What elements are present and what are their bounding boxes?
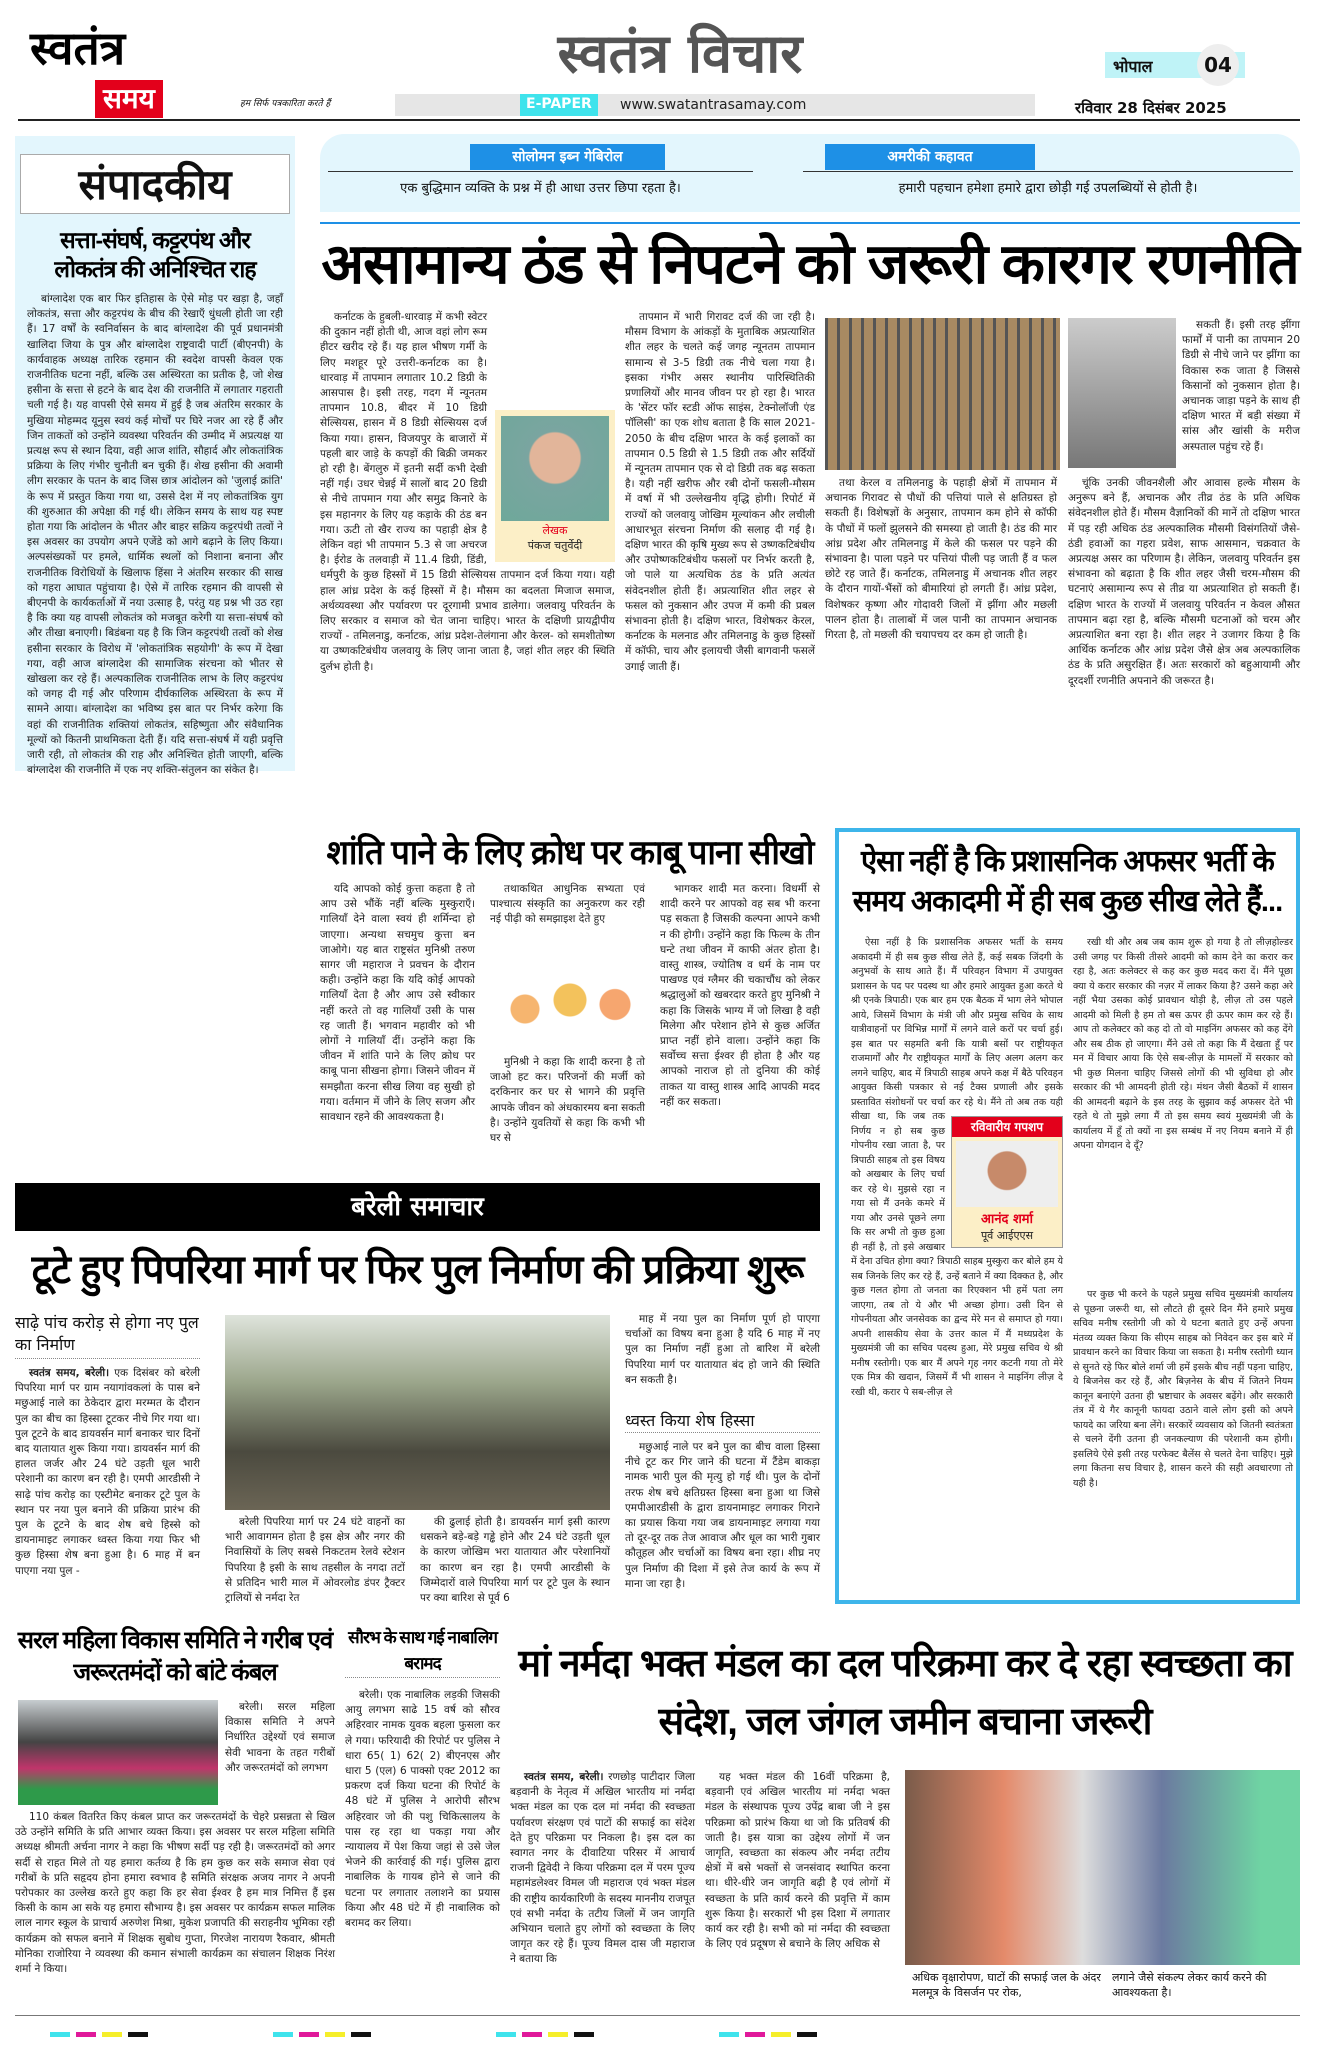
- bridge-col-3-text: की ढुलाई होती है। डायवर्सन मार्ग इसी कारण धसकने बड़े-बड़े गड्ढे होने और 24 घंटे उड़ती धूल के कारण जोखिम भरा यातायात और परेशानियों का कारण बन रहा है। एमपी आरडीसी के जिम्मेदारों वाले पिपरिया मार्ग पर टूटे पुल के स्थान पर क्या बारिश से पूर्व 6: [420, 1516, 610, 1605]
- lead-col-3: [825, 476, 1057, 801]
- quote-rule-2: [803, 171, 1293, 172]
- gapshap-headline: ऐसा नहीं है कि प्रशासनिक अफसर भर्ती के समय अकादमी में ही सब कुछ सीख लेते हैं...: [852, 845, 1283, 918]
- quote-rule-1: [328, 171, 753, 172]
- author-photo: [501, 416, 609, 521]
- editorial: [15, 136, 295, 777]
- city: भोपाल: [1113, 57, 1153, 76]
- gapshap-label: रविवारीय गपशप: [952, 1117, 1062, 1137]
- tiger-photo: [825, 318, 1060, 470]
- logo-bottom: समय: [95, 80, 163, 118]
- lead-headline-rule: [320, 222, 1300, 224]
- narmada-col-1: [510, 1770, 695, 1966]
- bridge-subhead-2: ध्वस्त किया शेष हिस्सा: [625, 1410, 820, 1433]
- page-number: 04: [1197, 44, 1239, 86]
- epaper-bar: [395, 94, 1035, 116]
- gapshap-col-2b-text: पर कुछ भी करने के पहले प्रमुख सचिव मुख्यमंत्री कार्यालय से पूछना जरूरी था, सो लौटते ही दूसरे दिन मैंने हमारे प्रमुख सचिव मनीष रस्तोगी जी को ये घटना बताते हुए उन्हें अपना मंतव्य व्यक्त किया कि सीएम साहब को निवेदन कर इस बारे में प्रावधान करने का विचार किया जा सकता है। मनीष रस्तोगी ध्यान से सुनते रहे फिर बोले शर्मा जी हमें इसके बीच नहीं पड़ना चाहिए, ये बिजनेस कर रहे हैं, और बिज़नेस के बीच में जितने नियम कानून बनाएंगे उतना ही भ्रष्टाचार के अवसर बढ़ेंगे। और सरकारी तंत्र में ये गैर कानूनी फायदा उठाने वाले लोग इसी को अपने फायदे का जरिया बना लेंगे। सरकारें व्यवसाय को जितनी स्वतंत्रता से चलने देंगी उतना ही जनकल्याण की परेशानी कम होगी। इसलिये ऐसे इसी तरह परफेक्ट बैलेंस से चलते देना चाहिए। मुझे लगा कितना सच विचार है, शासन करने की सही अवधारणा तो यही है।: [1073, 1289, 1293, 1489]
- gapshap-author-name: आनंद शर्मा: [981, 1212, 1033, 1227]
- editorial-headline: सत्ता-संघर्ष, कट्टरपंथ और लोकतंत्र की अनिश्चित राह: [54, 227, 256, 282]
- bridge-col-2-text: बरेली पिपरिया मार्ग पर 24 घंटे वाहनों का भारी आवागमन होता है इस क्षेत्र और नगर की निवासियों के लिए सबसे निकटतम रेलवे स्टेशन पिपरिया है इसी के साथ तहसील के नगदा तटों से प्रतिदिन भारी माल में ओवरलोड डंपर ट्रैक्टर ट्रालियों से नर्मदा रेत: [225, 1516, 405, 1605]
- bridge-col-1-text: एक दिसंबर को बरेली पिपरिया मार्ग पर ग्राम नयागांवकलां के पास बने मछुआई नाले का ठेकेदार द्वारा मरम्मत के दौरान पुल का बीच का हिस्सा टूटकर नीचे गिर गया था। पुल टूटने के बाद डायवर्सन मार्ग बनाकर चार दिनों बाद यातायात शुरू किया गया। डायवर्सन मार्ग की हालत जर्जर और 24 घंटे उड़ती धूल भारी परेशानी का कारण बन रही है। एमपी आरडीसी ने साढ़े पांच करोड़ का एस्टीमेट बनाकर टूटे पुल के स्थान पर नया पुल बनाने की प्रक्रिया प्रारंभ की पुल के टूटने के बाद शेष बचे हिस्से को डायनामाइट लगाकर ध्वस्त किया गया फिर भी कुछ हिस्सा शेष बना हुआ है। 6 माह में बन पाएगा नया पुल -: [15, 1367, 200, 1577]
- editorial-label: संपादकीय: [20, 154, 290, 214]
- shanti-col-3: [660, 882, 820, 1167]
- quote-author-1: सोलोमन इब्न गेबिरोल: [470, 144, 665, 170]
- editorial-text: बांग्लादेश एक बार फिर इतिहास के ऐसे मोड़ पर खड़ा है, जहाँ लोकतंत्र, सत्ता और कट्टरपंथ के बीच की रेखाएँ धुंधली होती जा रही हैं। 17 वर्षों के स्वनिर्वासन के बाद बांग्लादेश की पूर्व प्रधानमंत्री खालिदा जिया के पुत्र और बांग्लादेश राष्ट्रवादी पार्टी (बीएनपी) के कार्यवाहक अध्यक्ष तारिक रहमान की स्वदेश वापसी केवल एक राजनीतिक घटना नहीं, बल्कि उस अस्थिरता का प्रतीक है, जो शेख हसीना के सत्ता से हटने के बाद देश की राजनीति में लगातार गहराती चली गई है। यह वापसी ऐसे समय में हुई है जब अंतरिम सरकार के मुखिया मोहम्मद यूनुस स्वयं कई मोर्चों पर घिरे नजर आ रहे हैं और जिन ताकतों को उन्होंने व्यवस्था परिवर्तन की उम्मीद में अप्रत्यक्ष या प्रत्यक्ष रूप से स्थान दिया, वही आज शांति, सौहार्द और लोकतांत्रिक प्रक्रिया के लिए गंभीर चुनौती बन चुकी हैं। शेख हसीना की अवामी लीग सरकार के पतन के बाद जिस छात्र आंदोलन को 'जुलाई क्रांति' के रूप में प्रस्तुत किया गया था, उससे देश में नए लोकतांत्रिक युग की शुरुआत की अपेक्षा की गई थी। लेकिन समय के साथ यह स्पष्ट होता गया कि आंदोलन के भीतर और बाहर सक्रिय कट्टरपंथी तत्वों ने इस अवसर का उपयोग अपने एजेंडे को आगे बढ़ाने के लिए किया। अल्पसंख्यकों पर हमले, धार्मिक स्थलों को निशाना बनाना और राजनीतिक विरोधियों के खिलाफ हिंसा ने अंतरिम सरकार की साख को गहरा आघात पहुंचाया है। ऐसे में तारिक रहमान की वापसी से बीएनपी के कार्यकर्ताओं में नया उत्साह है, परंतु यह प्रश्न भी उठ रहा है कि क्या यह वापसी लोकतंत्र को मजबूत करेगी या सत्ता-संघर्ष को और तीखा बनाएगी। बिडंबना यह है कि जिन कट्टरपंथी तत्वों को शेख हसीना सरकार के विरोध में 'लोकतांत्रिक सहयोगी' के रूप में देखा गया, वही आज बांग्लादेश की सामाजिक संरचना को भीतर से खोखला कर रहे हैं। अल्पकालिक राजनीतिक लाभ के लिए कट्टरपंथ को जगह दी गई और परिणाम दीर्घकालिक अस्थिरता के रूप में सामने आया। बांग्लादेश का भविष्य इस बात पर निर्भर करेगा कि वहां की राजनीतिक शक्तियां लोकतंत्र, सहिष्णुता और संवैधानिक मूल्यों को कितनी प्राथमिकता देती हैं। यदि सत्ता-संघर्ष में यही प्रवृत्ति जारी रही, तो लोकतंत्र की राह और अनिश्चित होती जाएगी, बल्कि बांग्लादेश की राजनीति में एक नए शक्ति-संतुलन का संकेत है।: [27, 293, 283, 777]
- logo: [30, 22, 210, 122]
- heater-photo: [1068, 318, 1176, 468]
- bridge-col-4b: [625, 1440, 820, 1610]
- color-registration-marks: [50, 2022, 1310, 2041]
- gapshap-author-role: पूर्व आईएएस: [980, 1229, 1034, 1242]
- logo-top: स्वतंत्र: [30, 22, 126, 74]
- section-title: स्वतंत्र विचार: [557, 22, 803, 85]
- quote-text-2: हमारी पहचान हमेशा हमारे द्वारा छोड़ी गई उपलब्धियों से होती है।: [898, 181, 1198, 196]
- saurabh-body: [345, 1688, 500, 1950]
- meditation-illustration: [495, 955, 645, 1045]
- lead-col-3-text: तथा केरल व तमिलनाडु के पहाड़ी क्षेत्रों में तापमान में अचानक गिरावट से पौधों की पत्तियां पाले से क्षतिग्रस्त हो सकती हैं। विशेषज्ञों के अनुसार, तापमान कम होने से कॉफी के पौधों में फलों झुलसने की समस्या हो जाती है। ठंड की मार आंध्र प्रदेश और तमिलनाडु में केले की फसल पर पड़ने की संभावना है। पाला पड़ने पर पत्तियां पीली पड़ जाती हैं व फल छोटे रह जाते हैं। कर्नाटक, तमिलनाडु में अचानक शीत लहर के दौरान गायों-भैंसों को बीमारियां हो लगती हैं। आंध्र प्रदेश, विशेषकर कृष्णा और गोदावरी जिलों में झींगा और मछली पालन होता है। तालाबों में जल पानी का तापमान अचानक गिरता है, तो मछली की चयापचय दर कम हो जाती है।: [825, 477, 1057, 642]
- gapshap-col-2: [1073, 936, 1293, 1284]
- saral-col-bottom: [15, 1810, 335, 1976]
- shanti-col-2b: [490, 1055, 645, 1167]
- shanti-col-2: [490, 882, 645, 944]
- bridge-headline: टूटे हुए पिपरिया मार्ग पर फिर पुल निर्माण की प्रक्रिया शुरू: [31, 1248, 804, 1292]
- gapshap-author-box: [951, 1116, 1063, 1248]
- saral-col-side: [225, 1700, 335, 1808]
- bridge-photo: [225, 1315, 610, 1510]
- gapshap-col-1: [851, 936, 1063, 1598]
- saral-headline: सरल महिला विकास समिति ने गरीब एवं जरूरतमंदों को बांटे कंबल: [17, 1627, 333, 1686]
- bareilly-section-bar: [15, 1183, 820, 1231]
- saurabh-headline: सौरभ के साथ गई नाबालिग बरामद: [345, 1625, 500, 1678]
- lead-col-2-text: तापमान में भारी गिरावट दर्ज की जा रही है। मौसम विभाग के आंकड़ों के मुताबिक अप्रत्याशित शीत लहर के चलते कई जगह न्यूनतम तापमान सामान्य से 3-5 डिग्री तक नीचे चला गया है। इसका गंभीर असर स्थानीय पारिस्थितिकी प्रणालियों और मानव जीवन पर हो रहा है। भारत के 'सेंटर फॉर स्टडी ऑफ साइंस, टेक्नोलॉजी एंड पॉलिसी' का एक शोध बताता है कि साल 2021-2050 के बीच दक्षिण भारत के कई इलाकों का तापमान 0.5 डिग्री से 1.5 डिग्री तक और सर्दियों में न्यूनतम तापमान एक से दो डिग्री तक बढ़ सकता है। यही नहीं खरीफ और रबी दोनों फसली-मौसम में वर्षा में भी उल्लेखनीय वृद्धि होगी। रिपोर्ट में राज्यों को जलवायु जोखिम मूल्यांकन और लचीली आधारभूत संरचना निर्माण की सलाह दी गई है। दक्षिण भारत की कृषि मुख्य रूप से उष्णकटिबंधीय और उपोष्णकटिबंधीय फसलों पर निर्भर करती है, जो पाले या अत्यधिक ठंड के प्रति अत्यंत संवेदनशील होती हैं। अप्रत्याशित शीत लहर से फसल को नुकसान और उपज में कमी की प्रबल संभावना होती है। दक्षिण भारत, विशेषकर केरल, कर्नाटक के मलनाड और तमिलनाडु के कुछ हिस्सों में कॉफी, चाय और इलायची जैसी बागवानी फसलें उगाई जाती हैं।: [625, 311, 815, 673]
- masthead-rule: [18, 119, 1300, 121]
- bareilly-section-title: बरेली समाचार: [351, 1192, 484, 1222]
- bridge-col-3: [420, 1515, 610, 1610]
- lead-col-2: [625, 310, 815, 800]
- bridge-subhead: साढ़े पांच करोड़ से होगा नए पुल का निर्माण: [15, 1312, 200, 1359]
- bridge-col-4b-text: मछुआई नाले पर बने पुल का बीच वाला हिस्सा नीचे टूट कर गिर जाने की घटना में टैंडेम बाकड़ा नामक भारी पुल की मृत्यु हो गई थी। पुल के दोनों तरफ शेष बचे क्षतिग्रस्त हिस्सा बना हुआ था जिसे एमपीआरडीसी के द्वारा डायनामाइट लगाकर गिराने का प्रयास किया गया जब डायनामाइट लगाया गया तो दूर-दूर तक तेज आवाज और धूल का भारी गुबार कौतूहल और चर्चाओं का विषय बना रहा। शीघ्र नए पुल निर्माण की दिशा में इसे तेज कार्य के रूप में माना जा रहा है।: [625, 1441, 820, 1590]
- gapshap-col-2-text: रखी थी और अब जब काम शुरू हो गया है तो लीज़होल्डर उसी जगह पर किसी तीसरे आदमी को काम देने का करार कर रहा है, अतः कलेक्टर से कह कर कुछ मदद करा दें। मैंने पूछा क्या ये करार सरकार की नज़र में लाकर किया है? उसने कहा अरे नहीं भैया उसका कोई प्रावधान थोड़ी है, लीज़ तो उस पहले आदमी को मिली है हम तो बस ऊपर ही ऊपर काम कर रहे हैं। आप तो कलेक्टर को कह दो तो वो माइनिंग अफसर को कह देंगे और सब ठीक हो जाएगा। मैंने उसे तो कहा कि मैं देखता हूँ पर मन में विचार आया कि ऐसे सब-लीज़ के मामलों में सरकार को भी कुछ मिलना चाहिए जिससे लोगों की भी सुविधा हो और सरकार की भी आमदनी होती रहे। मंथन जैसी बैठकों में शासन की आमदनी बढ़ाने के इस तरह के सुझाव कई अफसर देते भी रहते थे तो मुझे लगा मैं तो इस समय स्वयं मुख्यमंत्री जी के कार्यालय में हूँ तो क्यों ना इस सम्बंध में नए नियम बनाने में ही अपना योगदान दे दूँ?: [1073, 937, 1293, 1151]
- narmada-col-2: [705, 1770, 890, 1950]
- saral-side-text: बरेली। सरल महिला विकास समिति ने अपने निर्धारित उद्देश्यों एवं समाज सेवी भावना के तहत गरीबों और जरूरतमंदों को लगभग: [225, 1701, 335, 1774]
- lead-col-1: [320, 310, 615, 800]
- narmada-col-2-text: यह भक्त मंडल की 16वीं परिक्रमा है, बड़वानी एवं अखिल भारतीय मां नर्मदा भक्त मंडल के संस्थापक पूज्य उपेंद्र बाबा जी ने इस परिक्रमा को प्रारंभ किया था जो कि प्रतिवर्ष की जाती है। इस यात्रा का उद्देश्य लोगों में जन जागृति, स्वच्छता का संकल्प और नर्मदा तटीय क्षेत्रों में बसे भक्तों से जनसंवाद स्थापित करना था। धीरे-धीरे जन जागृति बढ़ी है एवं लोगों में स्वच्छता के प्रति कार्य करने की प्रवृत्ति में काम शुरू किया है। सरकारों भी इस दिशा में लगातार कार्य कर रही है। सभी को मां नर्मदा की स्वच्छता के लिए एवं प्रदूषण से बचाने के लिए अधिक से: [705, 1771, 890, 1951]
- narmada-caption-2: लगाने जैसे संकल्प लेकर कार्य करने की आवश्यकता है।: [1112, 1971, 1267, 1999]
- author-photo-box: [495, 410, 615, 562]
- saral-bottom-text: 110 कंबल वितरित किए कंबल प्राप्त कर जरूरतमंदों के चेहरे प्रसन्नता से खिल उठे उन्होंने समिति के प्रति आभार व्यक्त किया। इस अवसर पर सरल महिला समिति अध्यक्ष श्रीमती अर्चना नागर ने कहा कि भीषण सर्दी पड़ रही है। जरूरतमंदों को अगर सर्दी से राहत मिले तो यह हमारा कर्तव्य है कि हम कुछ कर सके समाज सेवा एवं गरीबों के प्रति सहृदय होना हमारा स्वभाव है समिति संरक्षक अजय नागर ने अपनी परोपकार का उल्लेख करते हुए कहा कि हर सेवा ईश्वर है हम मात्र निमित्त हैं इस किसी के काम आ सके यह हमारा सौभाग्य है। इस अवसर पर कार्यक्रम सफल मालिक लाल नागर स्कूल के प्राचार्य अरुणेश मिश्रा, मुकेश प्रजापति की सराहनीय भूमिका रही कार्यक्रम को सफल बनाने में शिक्षक सुबोध गुप्ता, गिरजेश नारायण रैकवार, श्रीमती मोनिका राजोरिया ने व्यवस्था की कमान संभाली कार्यक्रम का संचालन शिक्षक निरंश शर्मा ने किया।: [15, 1811, 335, 1976]
- lead-headline: असामान्य ठंड से निपटने को जरूरी कारगर रणनीति: [321, 232, 1299, 295]
- bridge-col-4: [625, 1312, 820, 1404]
- shanti-col-1-text: यदि आपको कोई कुत्ता कहता है तो आप उसे भौंकें नहीं बल्कि मुस्कुराएँ। गालियाँ देने वाला स्वयं ही शर्मिन्दा हो जाएगा। अन्यथा सचमुच कुत्ता बन जाओगे। यह बात राष्ट्रसंत मुनिश्री तरुण सागर जी महाराज ने प्रवचन के दौरान कही। उन्होंने कहा कि यदि कोई आपको गालियाँ देता है और आप उसे स्वीकार नहीं करते तो वह गालियाँ उसी के पास रह जाती हैं। भगवान महावीर को भी लोगों ने गालियाँ दीं। उन्होंने कहा कि जीवन में शांति पाने के लिए क्रोध पर काबू पाना सीखना होगा। जिसने जीवन में समझौता करना सीख लिया वह सुखी हो गया। वर्तमान में जीने के लिए सजग और सावधान रहने की आवश्यकता है।: [320, 883, 475, 1124]
- narmada-col-1-text: रणछोड़ पाटीदार जिला बड़वानी के नेतृत्व में अखिल भारतीय मां नर्मदा भक्त मंडल का एक दल मां नर्मदा की स्वच्छता पर्यावरण संरक्षण एवं पाटों की सफाई का संदेश देते हुए परिक्रमा पर निकला है। इस दल का स्वागत नगर के दीवाटिया परिसर में आचार्य राजनी द्विवेदी ने किया परिक्रमा दल में परम पूज्य महामंडलेश्वर विमल जी महाराज एवं भक्त मंडल की राष्ट्रीय कार्यकारिणी के सदस्य माननीय राजपूत एवं सभी नर्मदा के तटीय जिलों में जन जागृति अभियान चलाते हुए लोगों को स्वच्छता के लिए जागृत कर रहे हैं। पूज्य विमल दास जी महाराज ने बताया कि: [510, 1771, 695, 1966]
- quote-panel: [320, 134, 1300, 212]
- narmada-photo: [905, 1770, 1300, 1965]
- city-box: [1105, 52, 1245, 78]
- bridge-col-4-text: माह में नया पुल का निर्माण पूर्ण हो पाएगा चर्चाओं का विषय बना हुआ है यदि 6 माह में नए पुल का निर्माण नहीं हुआ तो बारिश में बरेली पिपरिया मार्ग पर यातायात बंद हो जाने की स्थिति बन सकती है।: [625, 1313, 820, 1386]
- saurabh-text: बरेली। एक नाबालिक लड़की जिसकी आयु लगभग साढे 15 वर्ष को सौरव अहिरवार नामक युवक बहला फुसला कर ले गया। फरियादी की रिपोर्ट पर पुलिस ने धारा 65( 1) 62( 2) बीएनएस और धारा 5 (एल) 6 पाक्सो एक्ट 2012 का प्रकरण दर्ज किया घटना की रिपोर्ट के 48 घंटे में पुलिस ने आरोपी सौरभ अहिरवार जो की पशु चिकित्सालय के पास रह रहा था पकड़ा गया और न्यायालय में पेश किया जहां से उसे जेल भेजने की कार्रवाई की गई। पुलिस द्वारा नाबालिक के गायब होने से जाने की घटना पर लगातार तलाशने का प्रयास किया और 48 घंटे में ही नाबालिक को बरामद कर लिया।: [345, 1689, 500, 1930]
- bridge-dateline: स्वतंत्र समय, बरेली।: [29, 1367, 110, 1379]
- tagline: हम सिर्फ पत्रकारिता करते हैं: [240, 99, 331, 109]
- bridge-col-2: [225, 1515, 405, 1610]
- shanti-headline: शांति पाने के लिए क्रोध पर काबू पाना सीखो: [326, 834, 814, 872]
- quote-text-1: एक बुद्धिमान व्यक्ति के प्रश्न में ही आधा उत्तर छिपा रहता है।: [400, 181, 681, 196]
- quote-author-2: अमरीकी कहावत: [825, 144, 1035, 170]
- shanti-col-1: [320, 882, 475, 1167]
- lead-col-1-text: कर्नाटक के हुबली-धारवाड़ में कभी स्वेटर की दुकान नहीं होती थी, आज वहां लोग रूम हीटर खरीद रहे हैं। यह हाल भीषण गर्मी के लिए मशहूर पूरे उत्तरी-कर्नाटक का है। धारवाड़ में तापमान लगातार 10.2 डिग्री के आसपास है। इसी तरह, गदग में न्यूनतम तापमान 10.8, बीदर में 10 डिग्री सेल्सियस, हासन में 8 डिग्री सेल्सियस दर्ज किया गया। हासन, विजयपुर के बाजारों में पहली बार जाड़े के कपड़ों की बिक्री जमकर हो रही है। बेंगलुरु में इतनी सर्दी कभी देखी नहीं गई। उधर चेन्नई में सालों बाद 20 डिग्री से नीचे तापमान गया और समुद्र किनारे के इस महानगर के लिए यह कड़ाके की ठंड बन गया। ऊटी तो खैर राज्य का पहाड़ी क्षेत्र है लेकिन वहां भी तापमान 5.3 से जा अचरज है। ईरोड के तलवाड़ी में 11.4 डिग्री, डिंडी, धर्मपुरी के कुछ हिस्सों में 15 डिग्री सेल्सियस तापमान दर्ज किया गया। यही हाल आंध्र प्रदेश के कई हिस्सों में है। मौसम का बदलता मिजाज समाज, अर्थव्यवस्था और पर्यावरण पर दूरगामी प्रभाव डालेगा। जलवायु परिवर्तन के लिए सरकार व समाज को चेत जाना चाहिए। भारत के दक्षिणी प्रायद्वीपीय राज्यों - तमिलनाडु, कर्नाटक, आंध्र प्रदेश-तेलंगाना और केरल- को समशीतोष्ण या उष्णकटिबंधीय जलवायु के लिए जाना जाता है, जहां शीत लहर की स्थिति दुर्लभ होती है।: [320, 311, 615, 673]
- narmada-headline: मां नर्मदा भक्त मंडल का दल परिक्रमा कर दे रहा स्वच्छता का संदेश, जल जंगल जमीन बचाना जरूरी: [518, 1643, 1292, 1743]
- gapshap-col-2b: [1073, 1288, 1293, 1598]
- lead-col-4b: [1068, 476, 1300, 801]
- shanti-col-3-text: भागकर शादी मत करना। विधर्मी से शादी करने पर आपको वह सब भी करना पड़ सकता है जिसकी कल्पना आपने कभी न की होगी। उन्होंने कहा कि फिल्म के तीन घन्टे तथा जीवन में काफी अंतर होता है। वास्तु शास्त्र, ज्योतिष व धर्म के नाम पर पाखण्ड एवं ग्लैमर की चकाचौंध को लेकर श्रद्धालुओं को खबरदार करते हुए मुनिश्री ने कहा कि जिसके भाग्य में जो लिखा है वही मिलेगा और परेशान होने से कुछ अर्जित प्राप्त नहीं होने वाला। उन्होंने कहा कि सर्वोच्च सत्ता ईश्वर ही होता है और यह आपको नाराज हो तो दुनिया की कोई ताकत या वास्तु शास्त्र आदि आपकी मदद नहीं कर सकता।: [660, 883, 820, 1108]
- saral-photo: [18, 1700, 218, 1805]
- lead-col-4a-text: सकती हैं। इसी तरह झींगा फार्मों में पानी का तापमान 20 डिग्री से नीचे जाने पर झींगा का विकास रुक जाता है जिससे किसानों को नुकसान होता है। अचानक जाड़ा पड़ने के साथ ही दक्षिण भारत में बड़ी संख्या में सांस और खांसी के मरीज अस्पताल पहुंच रहे हैं।: [1182, 319, 1300, 453]
- bridge-col-1: [15, 1366, 200, 1610]
- gapshap-author-photo: [956, 1141, 1058, 1207]
- editorial-body: [27, 292, 283, 777]
- lead-col-4a: [1182, 318, 1300, 470]
- author-name: पंकज चतुर्वेदी: [527, 539, 583, 553]
- date: रविवार 28 दिसंबर 2025: [1075, 99, 1227, 117]
- gapshap-box: [835, 828, 1300, 1604]
- shanti-col-2b-text: मुनिश्री ने कहा कि शादी करना है तो जाओ हट कर। परिजनों की मर्जी को दरकिनार कर घर से भागने की प्रवृत्ति आपके जीवन को अंधकारमय बना सकती है। उन्होंने युवतियों से कहा कि कभी भी घर से: [490, 1056, 645, 1145]
- narmada-caption-1: अधिक वृक्षारोपण, घाटों की सफाई जल के अंदर मलमूत्र के विसर्जन पर रोक,: [912, 1971, 1101, 1999]
- gapshap-col-1-text: ऐसा नहीं है कि प्रशासनिक अफसर भर्ती के समय अकादमी में ही सब कुछ सीख लेते हैं, कई सबक जिंदगी के अनुभवों के साथ आते हैं। मैं परिवहन विभाग में उपायुक्त प्रशासन के पद पर पदस्थ था और हमारे आयुक्त हुआ करते थे श्री एनके त्रिपाठी। एक बार हम एक बैठक में भाग लेने भोपाल आये, जिसमें विभाग के मंत्री जी और प्रमुख सचिव के साथ यात्रीवाहनों पर विभिन्न मार्गों में लगने वाले करों पर चर्चा हुई। इस बात पर सहमति बनी कि यात्री बसों पर राष्ट्रीयकृत राजमार्गों और गैर राष्ट्रीयकृत मार्गों के लिए अलग अलग कर लगने चाहिए, बाद में त्रिपाठी साहब अपने कक्ष में बैठे परिवहन आयुक्त किसी पत्रकार से नई टैक्स प्रणाली और इसके प्रस्तावित संशोधनों पर चर्चा कर रहे थे। मैंने तो अब तक यही सीखा था, कि जब तक निर्णय न हो सब कुछ गोपनीय रखा जाता है, पर त्रिपाठी साहब तो इस विषय को अखबार के लिए चर्चा कर रहे थे। मुझसे रहा न गया सो मैं उनके कमरे में गया और उनसे पूछने लगा कि सर अभी तो कुछ हुआ ही नहीं है, तो इसे अखबार में देना उचित होगा क्या? त्रिपाठी साहब मुस्कुरा कर बोले हम ये सब जिनके लिए कर रहे हैं, उन्हें बताने में क्या दिक्कत है, और कुछ गलत होगा तो जनता का रिएक्शन भी हमें पता लग जाएगा, तब तो ये और भी अच्छा होगा। उसी दिन से गोपनीयता और जनसेवक का द्वन्द मेरे मन से समाप्त हो गया। अपनी शासकीय सेवा के उत्तर काल में मैं मध्यप्रदेश के मुख्यमंत्री जी का सचिव पदस्थ हुआ, मेरे प्रमुख सचिव थे श्री मनीष रस्तोगी। एक बार मैं अपने गृह नगर कटनी गया तो मेरे एक मित्र की खदान, जिसमें मैं भी शासन ने माइनिंग लीज़ दे रखी थी, करार पे सब-लीज़ ले: [851, 937, 1063, 1398]
- author-role: लेखक: [542, 524, 568, 537]
- website-link[interactable]: www.swatantrasamay.com: [620, 97, 807, 113]
- lead-col-4b-text: चूंकि उनकी जीवनशैली और आवास हल्के मौसम के अनुरूप बने हैं, अचानक और तीव्र ठंड के प्रति अधिक संवेदनशील होते हैं। मौसम वैज्ञानिकों की मानें तो दक्षिण भारत में पड़ रही अधिक ठंड अल्पकालिक मौसमी विसंगतियों जैसे- ठंडी हवाओं का गहरा प्रवेश, साफ आसमान, चक्रवात के अप्रत्यक्ष असर का परिणाम है। लेकिन, जलवायु परिवर्तन इस संभावना को बढ़ाता है कि शीत लहर जैसी चरम-मौसम की घटनाएं असामान्य रूप से तीव्र या अप्रत्याशित हो सकती हैं। दक्षिण भारत के राज्यों में जलवायु परिवर्तन न केवल औसत तापमान बढ़ा रहा है, बल्कि मौसमी घटनाओं को चरम और अप्रत्याशित बना रहा है। शीत लहर ने उजागर किया है कि आर्थिक कर्नाटक और आंध्र प्रदेश जैसे क्षेत्र अब अल्पकालिक ठंड के प्रति असुरक्षित हैं। अतः सरकारों को बहुआयामी और दूरदर्शी रणनीति अपनाने की जरूरत है।: [1068, 477, 1300, 687]
- epaper-label: E-PAPER: [520, 94, 598, 116]
- narmada-dateline: स्वतंत्र समय, बरेली।: [524, 1771, 604, 1783]
- shanti-col-2-text: तथाकथित आधुनिक सभ्यता एवं पाश्चात्य संस्कृति का अनुकरण कर रही नई पीढ़ी को समझाइश देते हुए: [490, 883, 645, 926]
- footer-rule: [15, 2015, 1300, 2016]
